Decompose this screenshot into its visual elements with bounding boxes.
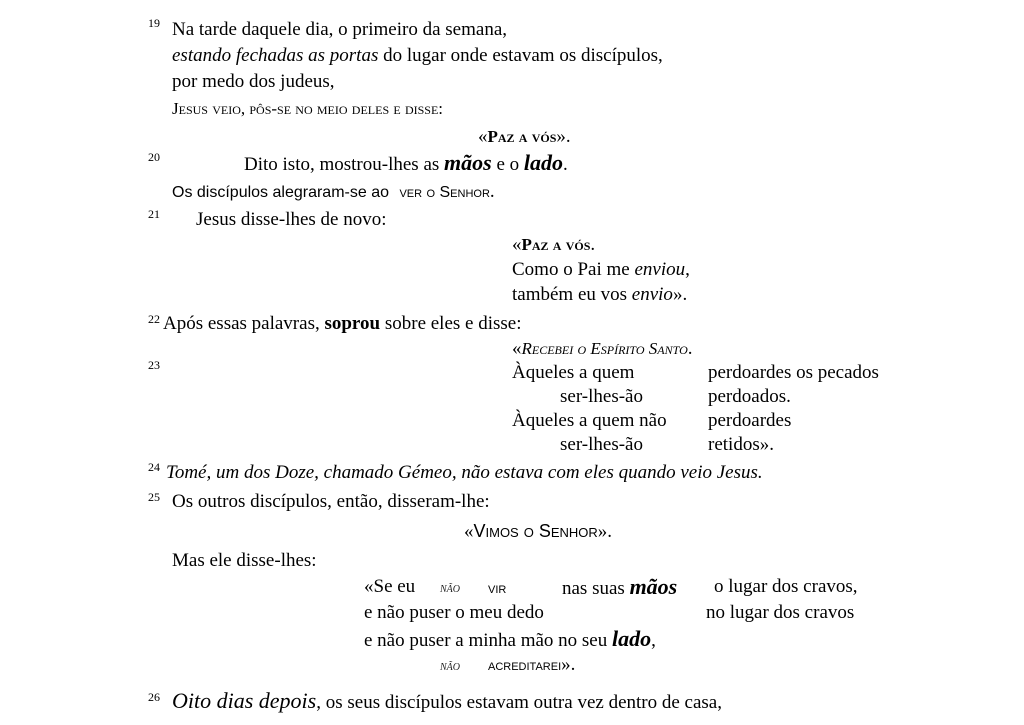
text-line bbox=[163, 312, 522, 336]
text-line bbox=[488, 653, 575, 678]
italic-phrase: Oito dias depois bbox=[172, 688, 317, 713]
verse-number: 26 bbox=[148, 690, 160, 704]
text-span: ». bbox=[672, 284, 688, 305]
verse-number: 21 bbox=[148, 207, 160, 221]
text-line: Àqueles a quem bbox=[512, 362, 635, 383]
text-span: « bbox=[512, 338, 522, 359]
emphasis-smallcaps: não bbox=[440, 581, 460, 596]
emphasis-word: lado bbox=[611, 626, 652, 651]
text-span: , os seus discípulos estavam outra vez dentro de casa, bbox=[316, 692, 722, 713]
text-span: . bbox=[563, 154, 568, 175]
text-span: Dito isto, mostrou-lhes as bbox=[244, 154, 445, 175]
text-span: e não puser a minha mão no seu bbox=[364, 630, 612, 651]
text-span: nas suas bbox=[562, 578, 630, 599]
text-span: « bbox=[478, 126, 488, 147]
text-span: também eu vos bbox=[512, 284, 632, 305]
emphasis-smallcaps: Recebei o Espírito Santo bbox=[521, 339, 688, 358]
text-span: ». bbox=[561, 654, 576, 675]
italic-word: envio bbox=[631, 284, 673, 305]
verse-number: 23 bbox=[148, 358, 160, 372]
emphasis-word: mãos bbox=[629, 574, 678, 599]
text-line bbox=[512, 258, 690, 282]
text-line bbox=[364, 627, 656, 653]
text-span: . bbox=[489, 181, 495, 202]
emphasis-smallcaps: Vimos o Senhor bbox=[473, 521, 598, 541]
text-line: Jesus disse-lhes de novo: bbox=[196, 209, 387, 230]
text-line: perdoardes os pecados bbox=[708, 362, 879, 383]
text-line: perdoardes bbox=[708, 410, 792, 431]
text-line: ser-lhes-ão bbox=[560, 434, 643, 455]
verse-number: 19 bbox=[148, 16, 160, 30]
text-span: , bbox=[685, 259, 690, 280]
text-span: « bbox=[512, 234, 522, 255]
emphasis-smallcaps: Paz a vós bbox=[521, 235, 591, 254]
text-span: Os discípulos alegraram-se ao bbox=[172, 184, 394, 201]
text-line bbox=[512, 233, 595, 257]
text-line: Na tarde daquele dia, o primeiro da semana, bbox=[172, 19, 507, 40]
text-line bbox=[244, 151, 568, 177]
smallcaps-line: Jesus veio, pôs-se no meio deles e disse: bbox=[172, 99, 444, 118]
text-span: Após essas palavras, bbox=[163, 313, 325, 334]
text-line: Àqueles a quem não bbox=[512, 410, 667, 431]
text-span: . bbox=[687, 338, 693, 359]
text-line bbox=[172, 44, 663, 68]
text-line: o lugar dos cravos, bbox=[714, 576, 858, 597]
text-line bbox=[512, 337, 693, 361]
italic-word: enviou bbox=[634, 259, 686, 280]
text-span: sobre eles e disse: bbox=[380, 313, 522, 334]
text-line bbox=[464, 519, 612, 544]
text-line: no lugar dos cravos bbox=[706, 602, 855, 623]
verse-number: 20 bbox=[148, 150, 160, 164]
verse-number: 25 bbox=[148, 490, 160, 504]
italic-phrase: estando fechadas as portas bbox=[172, 45, 379, 66]
emphasis-smallcaps: não bbox=[440, 659, 460, 674]
text-line: ser-lhes-ão bbox=[560, 386, 643, 407]
emphasis-word: mãos bbox=[444, 150, 492, 175]
emphasis-smallcaps: acreditarei bbox=[488, 657, 562, 674]
emphasis-smallcaps: Paz a vós bbox=[487, 127, 557, 146]
text-line: Mas ele disse-lhes: bbox=[172, 550, 317, 571]
text-line: por medo dos judeus, bbox=[172, 71, 335, 92]
emphasis-smallcaps: vir bbox=[488, 580, 507, 597]
text-line: «Se eu bbox=[364, 576, 416, 597]
emphasis-word: lado bbox=[523, 150, 564, 175]
text-span: , bbox=[651, 630, 656, 651]
text-line: retidos». bbox=[708, 434, 774, 455]
text-span: Como o Pai me bbox=[512, 259, 635, 280]
text-span: « bbox=[464, 521, 474, 542]
text-line bbox=[478, 125, 571, 149]
bold-word: soprou bbox=[324, 313, 381, 334]
text-line bbox=[172, 689, 722, 715]
verse-number: 22 bbox=[148, 312, 160, 326]
text-line: Os outros discípulos, então, disseram-lhe: bbox=[172, 491, 490, 512]
text-span: do lugar onde estavam os discípulos, bbox=[378, 45, 663, 66]
text-line bbox=[562, 575, 677, 601]
verse-number: 24 bbox=[148, 460, 160, 474]
text-line bbox=[512, 283, 687, 307]
text-line: e não puser o meu dedo bbox=[364, 602, 544, 623]
emphasis-smallcaps: ver o Senhor bbox=[399, 184, 490, 201]
text-span: e o bbox=[491, 154, 524, 175]
text-line: Tomé, um dos Doze, chamado Gémeo, não estava com eles quando veio Jesus. bbox=[166, 462, 763, 483]
text-span: . bbox=[590, 234, 596, 255]
text-span: ». bbox=[597, 521, 613, 542]
text-line: perdoados. bbox=[708, 386, 791, 407]
text-span: ». bbox=[556, 126, 571, 147]
text-line bbox=[172, 180, 495, 205]
